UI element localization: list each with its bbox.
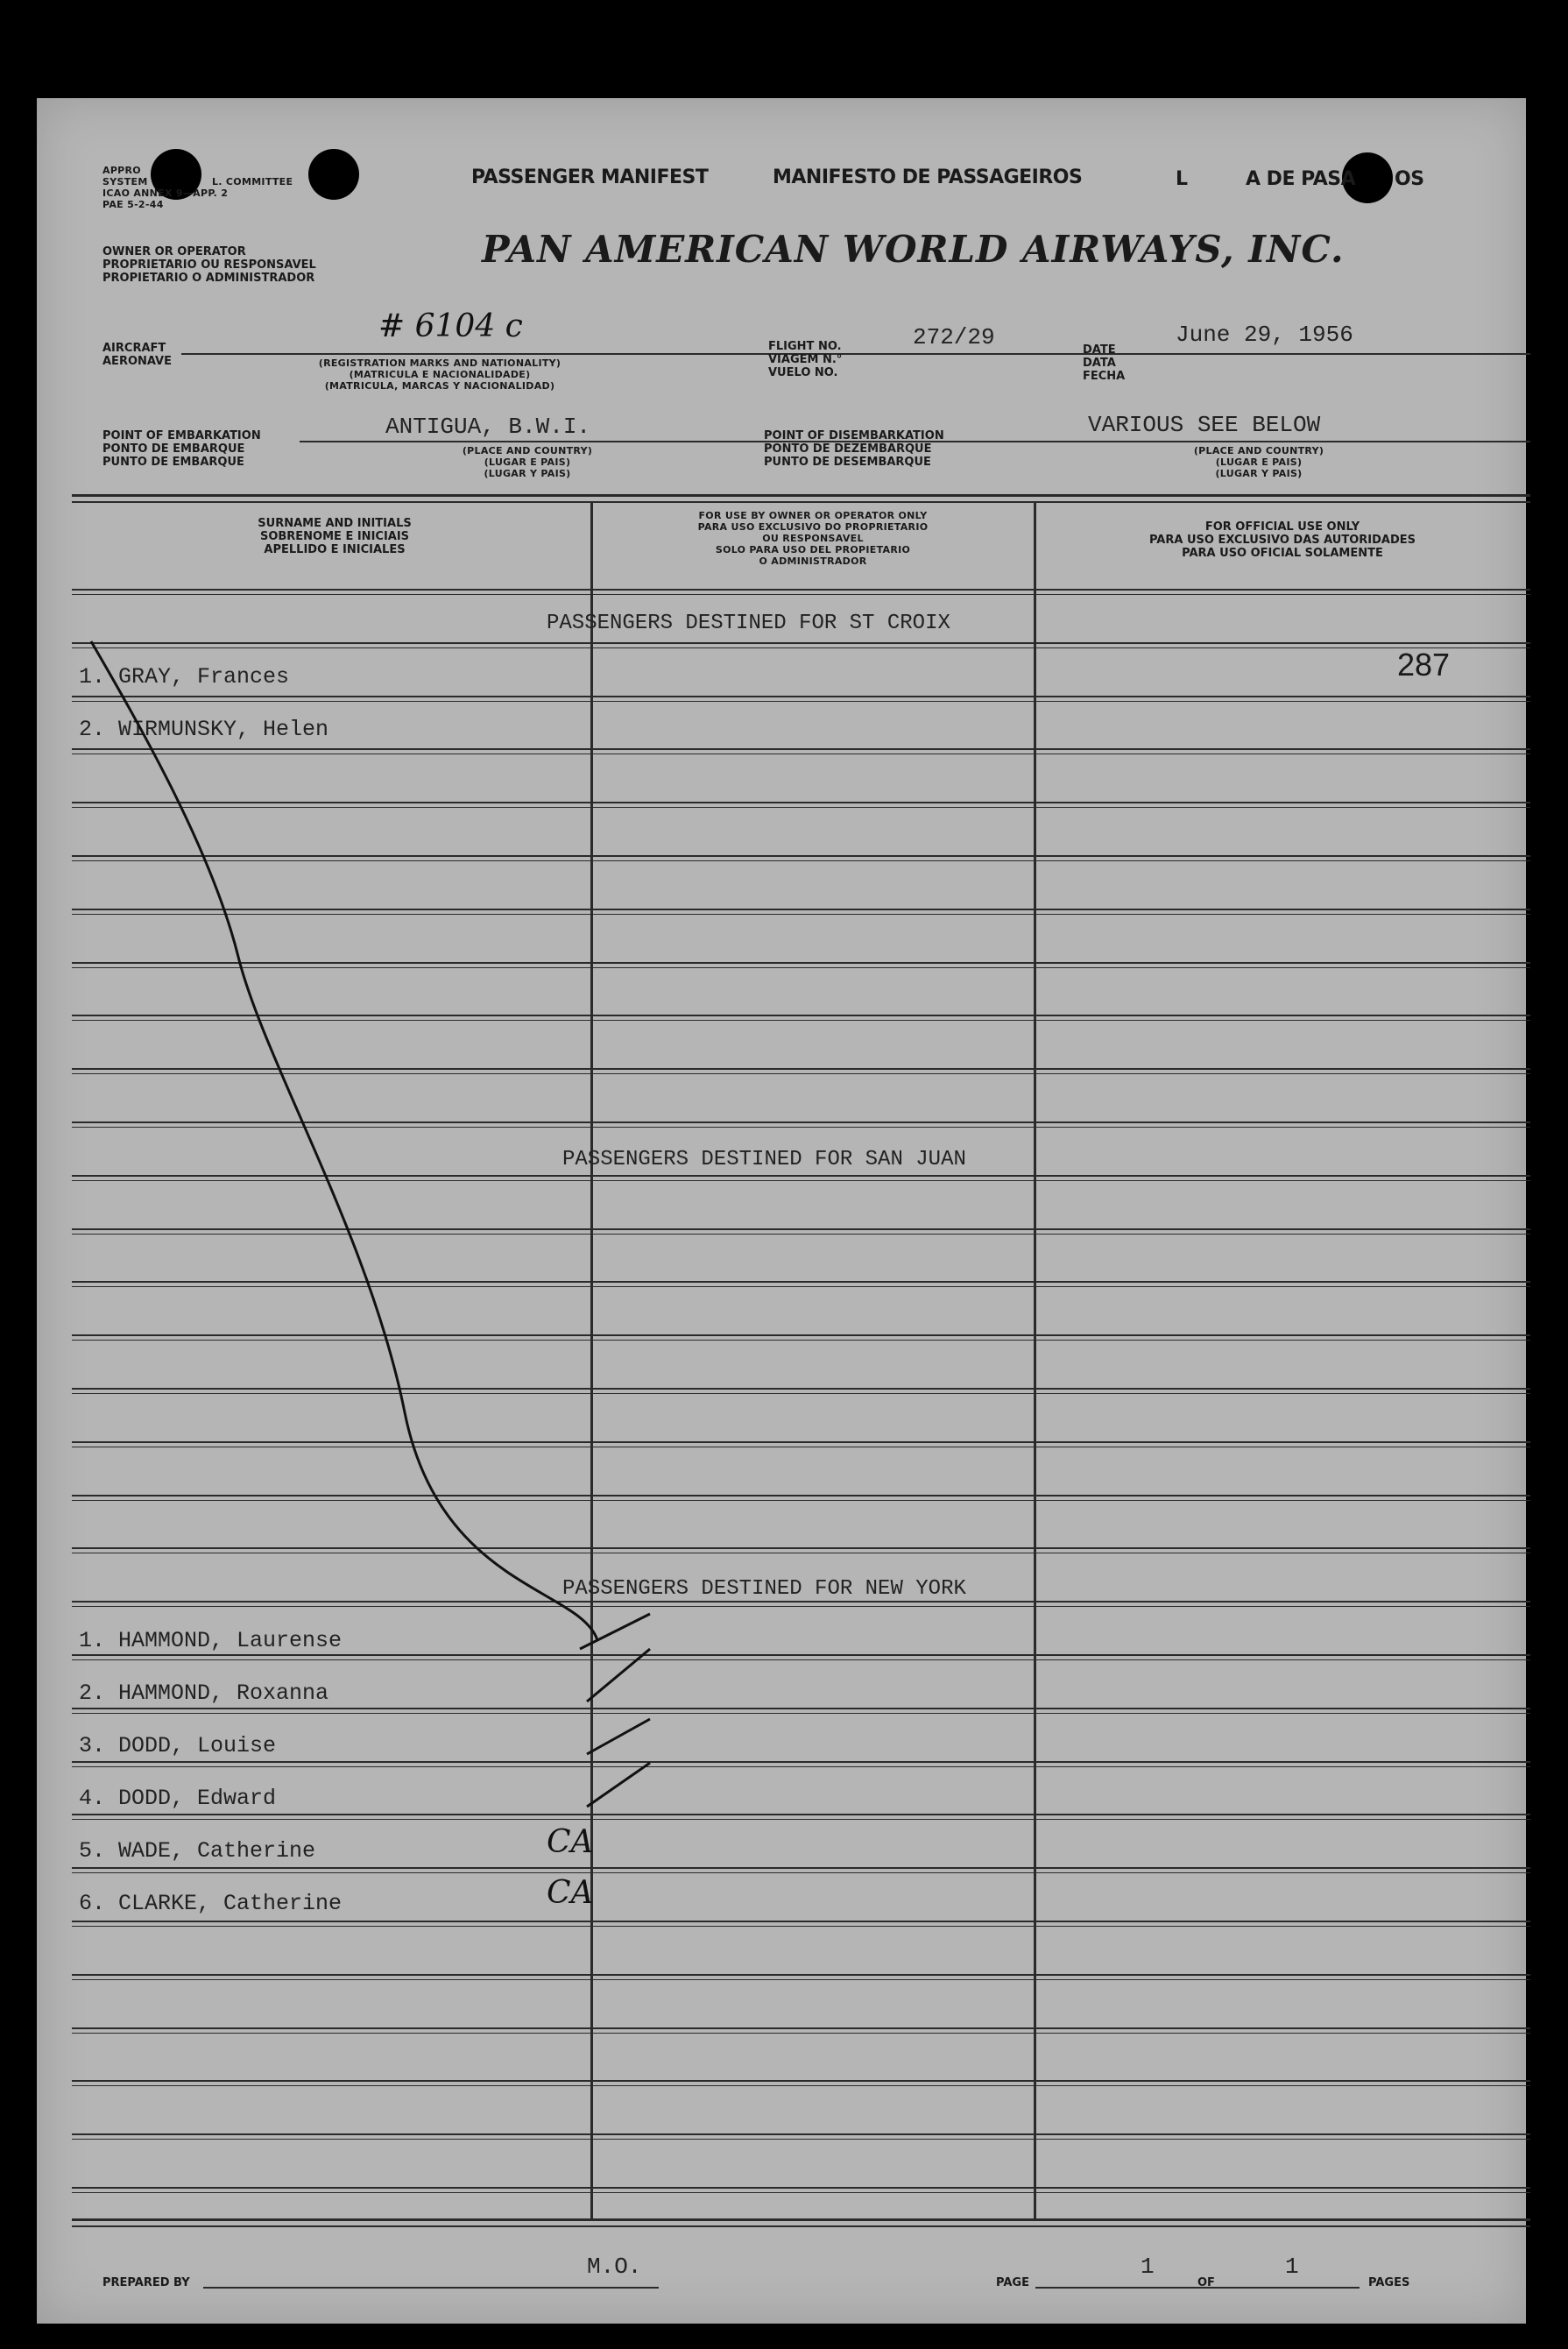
column-header-line: SOBRENOME E INICIAIS [259,530,410,543]
column-header-line: O ADMINISTRADOR [759,555,867,567]
date-label-line: DATA [1083,357,1116,370]
flight-label-line: VIAGEM N.° [768,353,843,366]
caption-line: (LUGAR Y PAIS) [1215,468,1303,479]
column-header-line: OU RESPONSAVEL [762,533,864,544]
column-header-line: PARA USO EXCLUSIVO DO PROPRIETARIO [697,521,929,533]
approval-committee: L. COMMITTEE [212,176,293,187]
section-san-juan: PASSENGERS DESTINED FOR SAN JUAN [562,1148,966,1171]
owner-label-line: PROPIETARIO O ADMINISTRADOR [102,272,315,285]
table-bottom-rule [72,2225,1530,2227]
of-value: 1 [1285,2253,1299,2280]
page-value: 1 [1141,2253,1155,2280]
passenger-row: 5. WADE, Catherine [79,1838,316,1864]
column-header-line: PARA USO EXCLUSIVO DAS AUTORIDADES [1148,534,1416,547]
of-label: OF [1197,2276,1215,2289]
date-label-line: FECHA [1083,370,1126,383]
flight-value: 272/29 [913,324,995,350]
disembark-label-line: PONTO DE DEZEMBARQUE [764,442,932,456]
check-mark-icon [587,1649,650,1702]
caption-line: (LUGAR E PAIS) [1215,456,1303,468]
caption-line: (REGISTRATION MARKS AND NATIONALITY) [318,357,562,369]
column-header-line: APELLIDO E INICIALES [264,543,406,556]
disembark-label-line: POINT OF DISEMBARKATION [764,429,944,442]
strike-through-line [91,641,597,1640]
date-label-line: DATE [1083,343,1116,357]
owner-label-line: PROPRIETARIO OU RESPONSAVEL [102,258,316,272]
column-header-line: FOR USE BY OWNER OR OPERATOR ONLY [698,510,928,521]
column-header-line: SURNAME AND INITIALS [258,517,412,530]
approval-line: PAE 5-2-44 [102,199,164,210]
caption-line: (PLACE AND COUNTRY) [462,445,593,456]
column-header-line: FOR OFFICIAL USE ONLY [1204,520,1360,534]
column-header-line: SOLO PARA USO DEL PROPIETARIO [715,544,911,555]
official-number: 287 [1397,647,1451,683]
caption-line: (LUGAR Y PAIS) [484,468,571,479]
passenger-row: 3. DODD, Louise [79,1733,277,1758]
aircraft-label-line: AIRCRAFT [102,342,166,355]
section-st-croix: PASSENGERS DESTINED FOR ST CROIX [547,612,950,635]
handwritten-marks [37,98,1526,2324]
title-spanish-mid: A DE PASA [1246,168,1356,190]
initials-mark: CA [547,1824,594,1860]
column-header-line: PARA USO OFICIAL SOLAMENTE [1182,547,1383,560]
approval-line: SYSTEM [102,176,148,187]
prepared-by-rule [203,2287,659,2289]
initials-mark: CA [547,1875,594,1911]
caption-line: (PLACE AND COUNTRY) [1193,445,1324,456]
page-label: PAGE [996,2276,1029,2289]
check-mark-icon [587,1719,650,1754]
check-mark-icon [587,1763,650,1807]
flight-label-line: FLIGHT NO. [768,340,842,353]
passenger-row: 2. WIRMUNSKY, Helen [79,717,329,742]
approval-line: ICAO ANNEX 9—APP. 2 [102,187,229,199]
embark-label-line: POINT OF EMBARKATION [102,429,261,442]
prepared-by-label: PREPARED BY [102,2276,190,2289]
owner-label-line: OWNER OR OPERATOR [102,245,246,258]
airline-name: PAN AMERICAN WORLD AIRWAYS, INC. [482,228,1345,271]
passenger-row: 6. CLARKE, Catherine [79,1891,343,1916]
passenger-row: 4. DODD, Edward [79,1786,277,1811]
title-spanish-start: L [1176,168,1188,190]
caption-line: (LUGAR E PAIS) [484,456,571,468]
title-portuguese: MANIFESTO DE PASSAGEIROS [773,166,1083,188]
manifest-sheet [37,98,1526,2324]
pages-label: PAGES [1368,2276,1410,2289]
disembark-value: VARIOUS SEE BELOW [1088,412,1321,438]
prepared-by-value: M.O. [587,2253,642,2280]
check-mark-icon [580,1614,650,1649]
title-spanish-end: OS [1395,168,1424,190]
table-bottom-rule [72,2218,1530,2221]
embark-label-line: PONTO DE EMBARQUE [102,442,245,456]
embark-value: ANTIGUA, B.W.I. [385,414,591,440]
title-english: PASSENGER MANIFEST [471,166,709,188]
approval-line: APPRO [102,165,141,176]
passenger-row: 1. HAMMOND, Laurense [79,1628,343,1653]
aircraft-value: # 6104 c [378,308,523,344]
date-value: June 29, 1956 [1176,322,1353,348]
embark-label-line: PUNTO DE EMBARQUE [102,456,244,469]
caption-line: (MATRICULA, MARCAS Y NACIONALIDAD) [324,380,555,392]
aircraft-label-line: AERONAVE [102,355,173,368]
disembark-label-line: PUNTO DE DESEMBARQUE [764,456,931,469]
passenger-row: 1. GRAY, Frances [79,664,290,690]
flight-label-line: VUELO NO. [768,366,838,379]
passenger-row: 2. HAMMOND, Roxanna [79,1680,329,1706]
caption-line: (MATRICULA E NACIONALIDADE) [349,369,531,380]
section-new-york: PASSENGERS DESTINED FOR NEW YORK [562,1577,966,1601]
